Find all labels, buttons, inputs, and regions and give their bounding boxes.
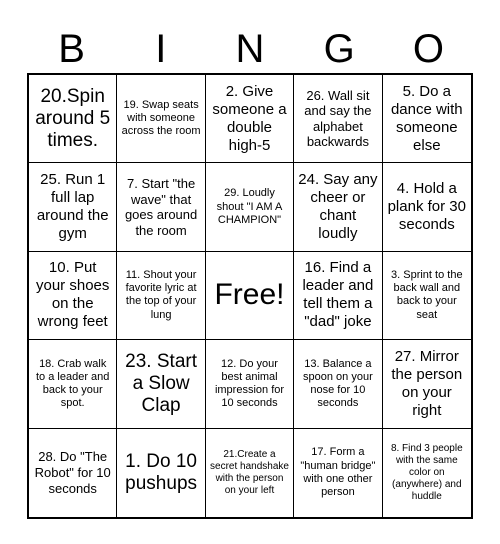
bingo-cell[interactable] <box>383 75 471 163</box>
bingo-cell-text: 29. Loudly shout "I AM A CHAMPION" <box>216 187 283 226</box>
bingo-cell[interactable] <box>117 75 205 163</box>
bingo-cell-text: 3. Sprint to the back wall and back to your seat <box>391 269 463 321</box>
bingo-cell-text: 16. Find a leader and tell them a "dad" joke <box>302 259 374 331</box>
bingo-cell-text: 25. Run 1 full lap around the gym <box>36 171 109 243</box>
bingo-cell-text: 18. Crab walk to a leader and back to your spot. <box>36 357 110 410</box>
bingo-cell[interactable] <box>383 340 471 428</box>
bingo-cell-text: 23. Start a Slow Clap <box>125 351 197 416</box>
bingo-grid <box>27 73 473 519</box>
bingo-cell[interactable] <box>383 163 471 251</box>
header-letter-b: B <box>58 27 85 71</box>
bingo-cell[interactable] <box>383 252 471 340</box>
bingo-cell-text: 17. Form a "human bridge" with one other person <box>300 446 376 498</box>
bingo-cell[interactable] <box>294 340 382 428</box>
bingo-cell[interactable] <box>117 429 205 517</box>
header-letter-n: N <box>235 27 265 71</box>
bingo-cell-text: 26. Wall sit and say the alphabet backwards <box>304 87 372 150</box>
bingo-cell[interactable] <box>294 75 382 163</box>
bingo-cell[interactable] <box>117 252 205 340</box>
bingo-cell-text: 27. Mirror the person on your right <box>391 347 463 419</box>
bingo-cell-text: 2. Give someone a double high-5 <box>212 82 287 154</box>
bingo-cell[interactable] <box>294 429 382 517</box>
bingo-cell[interactable] <box>29 252 117 340</box>
bingo-cell[interactable] <box>29 163 117 251</box>
free-space-cell[interactable] <box>206 252 294 340</box>
bingo-cell-text: 11. Shout your favorite lyric at the top of your lung <box>125 269 197 321</box>
bingo-cell-text: 12. Do your best animal impression for 10 seconds <box>214 357 285 410</box>
bingo-cell-text: 4. Hold a plank for 30 seconds <box>387 180 466 234</box>
bingo-cell-text: 8. Find 3 people with the same color on (anywhere) and huddle <box>390 442 463 502</box>
bingo-cell-text: 5. Do a dance with someone else <box>390 82 463 154</box>
bingo-cell-text: 20.Spin around 5 times. <box>35 85 111 151</box>
bingo-cell-text: 1. Do 10 pushups <box>125 450 198 494</box>
bingo-cell[interactable] <box>206 429 294 517</box>
header-letter-o: O <box>412 27 444 71</box>
bingo-header <box>27 25 473 73</box>
bingo-cell-text: 10. Put your shoes on the wrong feet <box>36 259 110 331</box>
bingo-cell[interactable] <box>206 340 294 428</box>
bingo-cell[interactable] <box>294 252 382 340</box>
bingo-cell-text: 13. Balance a spoon on your nose for 10 seconds <box>303 357 373 410</box>
bingo-cell-text: 24. Say any cheer or chant loudly <box>298 171 378 243</box>
bingo-cell[interactable] <box>29 429 117 517</box>
bingo-cell[interactable] <box>383 429 471 517</box>
bingo-cell-text: 7. Start "the wave" that goes around the room <box>124 175 198 238</box>
bingo-cell-text: 28. Do "The Robot" for 10 seconds <box>34 449 111 496</box>
bingo-cell[interactable] <box>29 340 117 428</box>
header-letter-g: G <box>323 27 355 71</box>
bingo-cell-text: Free! <box>214 278 285 312</box>
bingo-cell[interactable] <box>206 163 294 251</box>
bingo-cell[interactable] <box>29 75 117 163</box>
bingo-cell-text: 21.Create a secret handshake with the person on your left <box>210 448 289 496</box>
bingo-cell[interactable] <box>294 163 382 251</box>
bingo-cell-text: 19. Swap seats with someone across the room <box>121 98 201 138</box>
header-letter-i: I <box>155 27 167 71</box>
bingo-cell[interactable] <box>117 340 205 428</box>
bingo-cell[interactable] <box>117 163 205 251</box>
bingo-cell[interactable] <box>206 75 294 163</box>
